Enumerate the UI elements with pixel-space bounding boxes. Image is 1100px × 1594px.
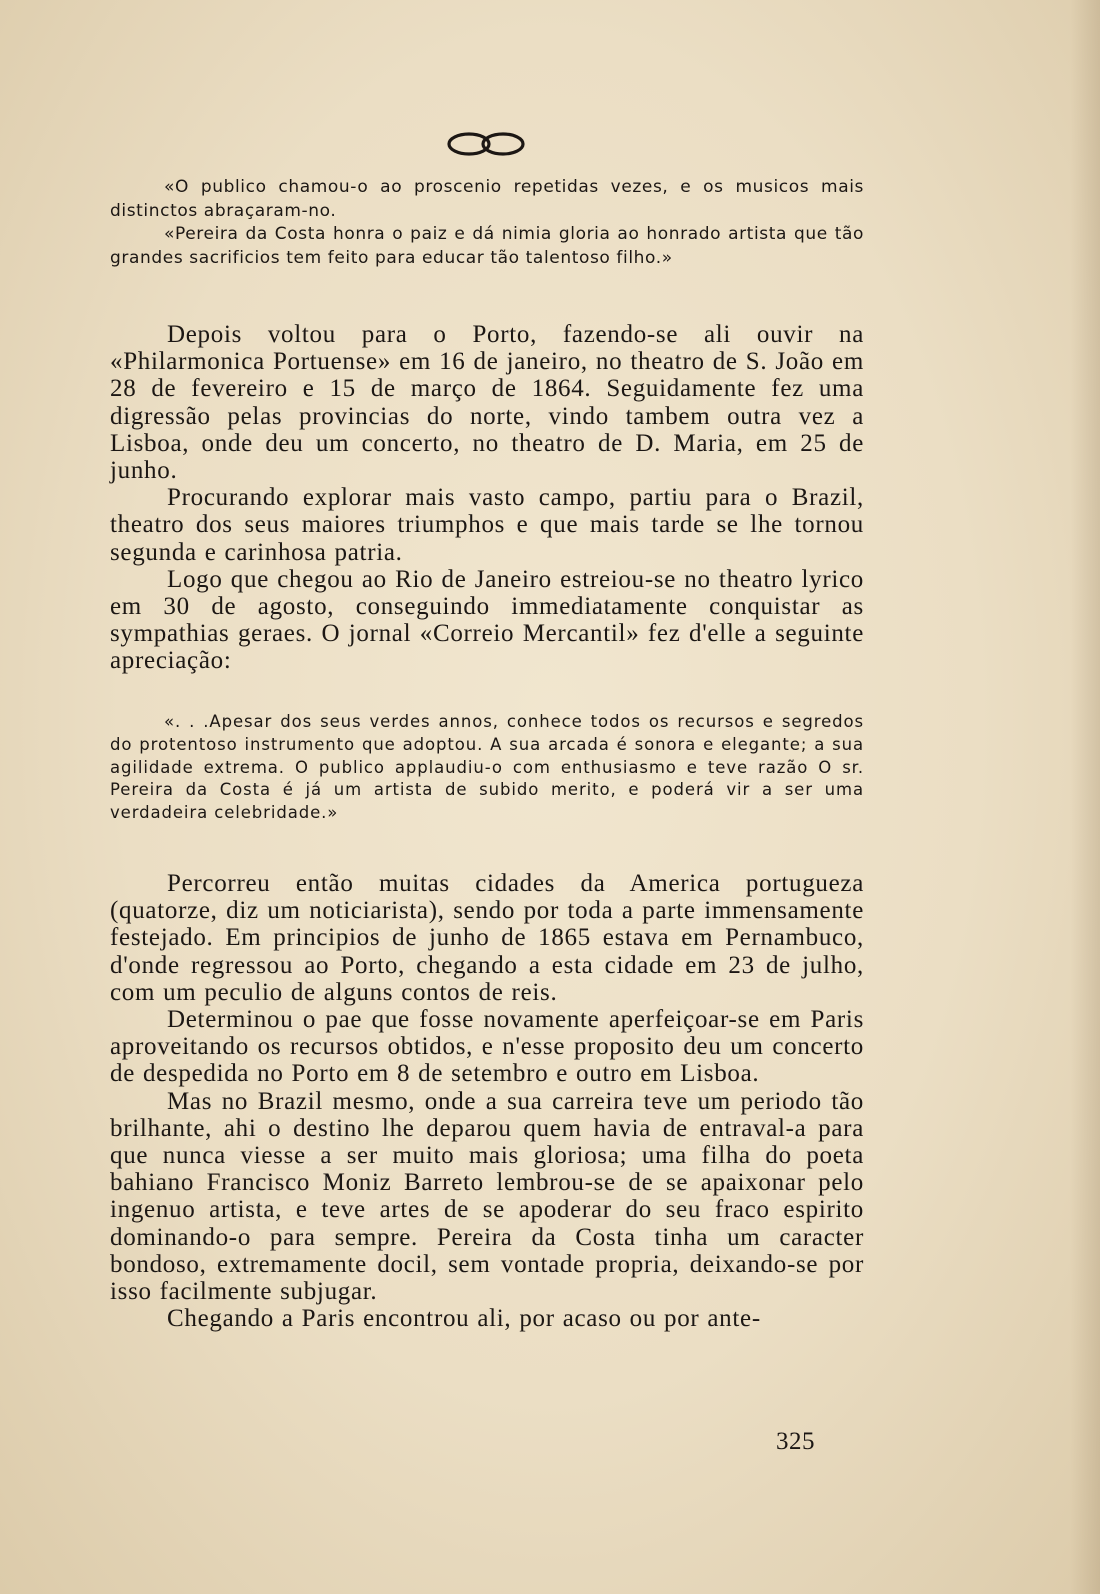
body-paragraph: Logo que chegou ao Rio de Janeiro estreiou-se no theatro lyrico em 30 de agosto, conseguindo immediatamente conquistar as sympathias geraes. O jornal «Correio Mercantil» fez d'elle a seguinte apreciação: bbox=[110, 565, 864, 675]
body-paragraph: Determinou o pae que fosse novamente aperfeiçoar-se em Paris aproveitando os recursos obtidos, e n'esse proposito deu um concerto de despedida no Porto em 8 de setembro e outro em Lisboa. bbox=[110, 1006, 864, 1088]
quote-paragraph: «Pereira da Costa honra o paiz e dá nimia gloria ao honrado artista que tão grandes sacrificios tem feito para educar tão talentoso filho.» bbox=[110, 224, 864, 268]
page-number: 325 bbox=[776, 1428, 815, 1455]
body-paragraph: Chegando a Paris encontrou ali, por acaso ou por ante- bbox=[167, 1305, 761, 1333]
body-text-section-1 bbox=[110, 321, 864, 675]
quote-block-1 bbox=[110, 176, 864, 270]
body-paragraph: Mas no Brazil mesmo, onde a sua carreira teve um periodo tão brilhante, ahi o destino lhe deparou quem havia de entraval-a para que nunca viesse a ser muito mais gloriosa; uma filha do poeta bahiano Francisco Moniz Barreto lembrou-se de se apaixonar pelo ingenuo artista, e teve artes de se apoderar do seu fraco espirito dominando-o para sempre. Pereira da Costa tinha um caracter bondoso, extremamente docil, sem vontade propria, deixando-se por isso facilmente subjugar. bbox=[110, 1087, 864, 1306]
page-edge-shadow bbox=[1070, 0, 1100, 1594]
quote-paragraph: «. . .Apesar dos seus verdes annos, conhece todos os recursos e segredos do protentoso instrumento que adoptou. A sua arcada é sonora e elegante; a sua agilidade extrema. O publico applaudiu-o com enthusiasmo e teve razão O sr. Pereira da Costa é já um artista de subido merito, e poderá vir a ser uma verdadeira celebridade.» bbox=[110, 712, 864, 823]
double-ring-ornament-icon bbox=[444, 130, 528, 158]
body-paragraph: Percorreu então muitas cidades da America portugueza (quatorze, diz um noticiarista), sendo por toda a parte immensamente festejado. Em principios de junho de 1865 estava em Pernambuco, d'onde regressou ao Porto, chegando a esta cidade em 23 de julho, com um peculio de alguns contos de reis. bbox=[110, 870, 864, 1006]
body-paragraph: Depois voltou para o Porto, fazendo-se ali ouvir na «Philarmonica Portuense» em 16 de janeiro, no theatro de S. João em 28 de fevereiro e 15 de março de 1864. Seguidamente fez uma digressão pelas provincias do norte, vindo tambem outra vez a Lisboa, onde deu um concerto, no theatro de D. Maria, em 25 de junho. bbox=[110, 321, 864, 485]
body-paragraph: Procurando explorar mais vasto campo, partiu para o Brazil, theatro dos seus maiores triumphos e que mais tarde se lhe tornou segunda e carinhosa patria. bbox=[110, 484, 864, 566]
body-text-section-2 bbox=[110, 870, 864, 1332]
quote-paragraph: «O publico chamou-o ao proscenio repetidas vezes, e os musicos mais distinctos abraçaram-no. bbox=[110, 177, 864, 221]
quote-block-2 bbox=[110, 711, 864, 825]
